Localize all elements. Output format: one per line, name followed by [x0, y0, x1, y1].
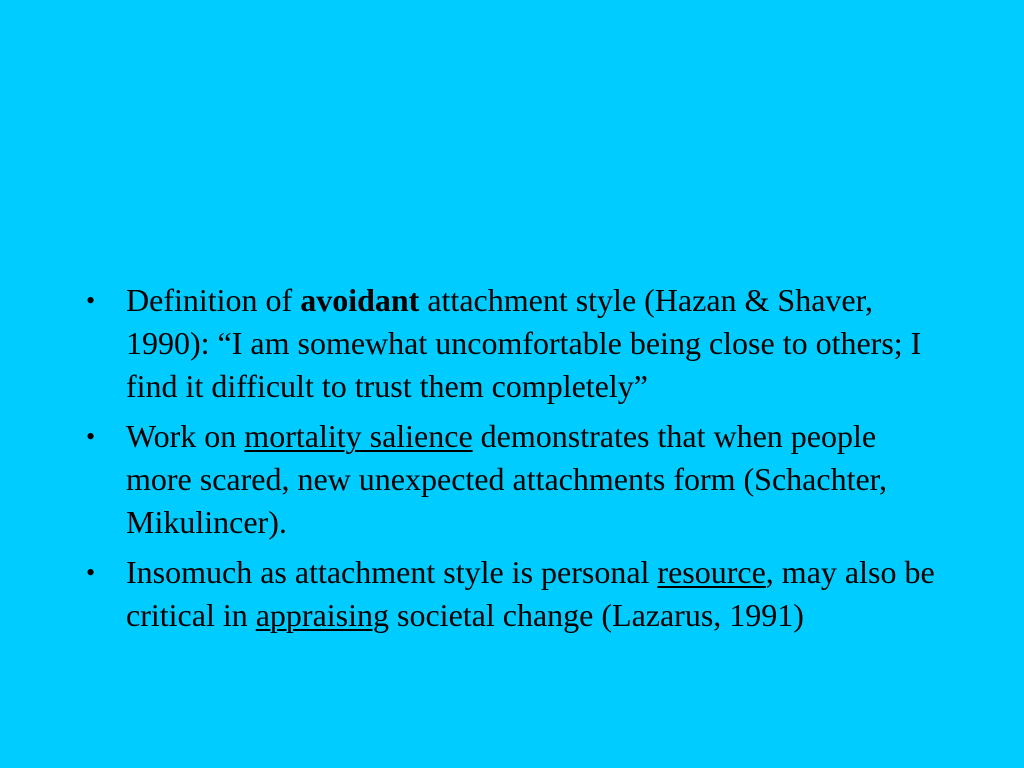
text-span: Definition of [126, 282, 301, 318]
text-span: attachment style (Hazan & Shaver, 1990): “I am somewhat uncomfortable being close to others; I find it difficult to trust them completely” [126, 282, 922, 404]
text-span: , may also be critical in [126, 554, 935, 633]
underlined-term-resource: resource [657, 554, 766, 590]
bullet-text [126, 415, 946, 544]
bullet-marker: • [86, 286, 96, 315]
emphasis-term-avoidant: avoidant [300, 282, 420, 318]
bullet-marker: • [86, 558, 96, 587]
underlined-term-appraising: appraising [255, 597, 390, 633]
bullet-list [86, 279, 946, 644]
bullet-marker: • [86, 422, 96, 451]
bullet-text [126, 551, 946, 637]
bullet-item-avoidant-definition [86, 279, 946, 408]
text-span: Work on [126, 418, 245, 454]
text-span: demonstrates that when people more scared, new unexpected attachments form (Schachter, Mikulincer). [126, 418, 888, 540]
underlined-term-mortality-salience: mortality salience [244, 418, 473, 454]
bullet-item-attachment-resource [86, 551, 946, 637]
bullet-item-mortality-salience [86, 415, 946, 544]
text-span: societal change (Lazarus, 1991) [389, 597, 804, 633]
text-span: Insomuch as attachment style is personal [126, 554, 658, 590]
bullet-text [126, 279, 946, 408]
